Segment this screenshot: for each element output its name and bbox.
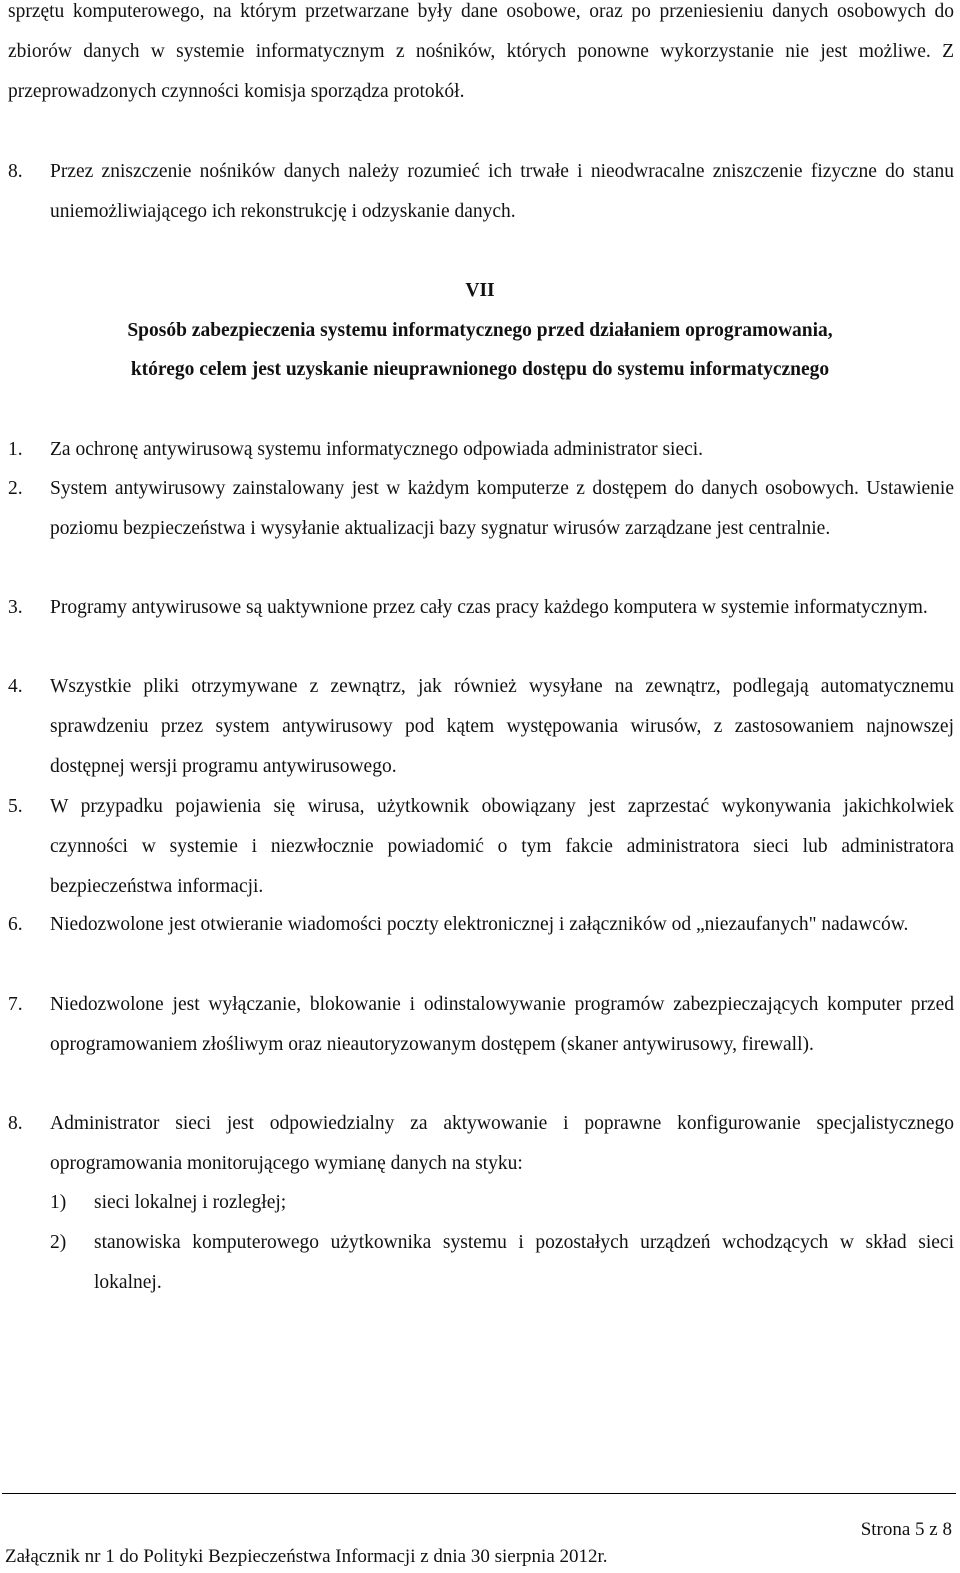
item-text: Wszystkie pliki otrzymywane z zewnątrz, jak również wysyłane na zewnątrz, podlegają automatycznemu sprawdzeniu przez system antywirusowy pod kątem występowania wirusów, z zastosowaniem najnowszej dostępnej wersji programu antywirusowego. — [50, 676, 954, 777]
item-number: 3. — [8, 597, 23, 618]
item-number: 4. — [8, 676, 23, 697]
section-number: VII — [465, 280, 495, 301]
item-text: Programy antywirusowe są uaktywnione przez cały czas pracy każdego komputera w systemie informatycznym. — [50, 597, 928, 618]
continuation-paragraph: sprzętu komputerowego, na którym przetwarzane były dane osobowe, oraz po przeniesieniu danych osobowych do zbiorów danych w systemie informatycznym z nośników, których ponowne wykorzystanie nie jest możliwe. Z przeprowadzonych czynności komisja sporządza protokół. — [8, 1, 954, 102]
item-text: W przypadku pojawienia się wirusa, użytkownik obowiązany jest zaprzestać wykonywania jakichkolwiek czynności w systemie i niezwłocznie powiadomić o tym fakcie administratora sieci lub administratora bezpieczeństwa informacji. — [50, 796, 954, 897]
item-number: 1. — [8, 439, 23, 460]
sub-item-number: 2) — [50, 1232, 67, 1253]
sub-item-text: sieci lokalnej i rozległej; — [94, 1192, 287, 1213]
list-item-prev-8 — [8, 152, 954, 232]
footer-divider — [2, 1493, 956, 1494]
list-item-7 — [8, 985, 954, 1065]
item-number: 8. — [8, 1113, 23, 1134]
list-item-3 — [8, 588, 954, 628]
section-title-line-2: którego celem jest uzyskanie nieuprawnionego dostępu do systemu informatycznego — [130, 359, 830, 380]
item-text: Przez zniszczenie nośników danych należy rozumieć ich trwałe i nieodwracalne zniszczenie fizyczne do stanu uniemożliwiającego ich rekonstrukcję i odzyskanie danych. — [50, 161, 954, 222]
sub-item-text: stanowiska komputerowego użytkownika systemu i pozostałych urządzeń wchodzących w skład sieci lokalnej. — [94, 1232, 954, 1293]
item-number: 8. — [8, 161, 23, 182]
list-item-4 — [8, 667, 954, 787]
sub-item-number: 1) — [50, 1192, 67, 1213]
item-number: 7. — [8, 994, 23, 1015]
item-text: Niedozwolone jest wyłączanie, blokowanie i odinstalowywanie programów zabezpieczających komputer przed oprogramowaniem złośliwym oraz nieautoryzowanym dostępem (skaner antywirusowy, firewall). — [50, 994, 954, 1055]
item-text: Za ochronę antywirusową systemu informatycznego odpowiada administrator sieci. — [50, 439, 704, 460]
item-number: 5. — [8, 796, 23, 817]
item-number: 2. — [8, 478, 23, 499]
list-item-6 — [8, 905, 954, 945]
item-text: System antywirusowy zainstalowany jest w każdym komputerze z dostępem do danych osobowych. Ustawienie poziomu bezpieczeństwa i wysyłanie aktualizacji bazy sygnatur wirusów zarządzane jest centralnie. — [50, 478, 954, 539]
list-item-1 — [8, 430, 954, 470]
item-text: Niedozwolone jest otwieranie wiadomości poczty elektronicznej i załączników od „niezaufanych" nadawców. — [50, 914, 909, 935]
footer-text: Załącznik nr 1 do Polityki Bezpieczeństwa Informacji z dnia 30 sierpnia 2012r. — [5, 1546, 608, 1567]
item-number: 6. — [8, 914, 23, 935]
list-item-2 — [8, 469, 954, 549]
page-number: Strona 5 z 8 — [860, 1519, 952, 1540]
sub-item-1 — [50, 1183, 954, 1223]
item-text: Administrator sieci jest odpowiedzialny za aktywowanie i poprawne konfigurowanie specjalistycznego oprogramowania monitorującego wymianę danych na styku: — [50, 1113, 954, 1174]
sub-item-2 — [50, 1223, 954, 1303]
list-item-8 — [8, 1104, 954, 1184]
list-item-5 — [8, 787, 954, 907]
section-title-line-1: Sposób zabezpieczenia systemu informatycznego przed działaniem oprogramowania, — [127, 320, 833, 341]
